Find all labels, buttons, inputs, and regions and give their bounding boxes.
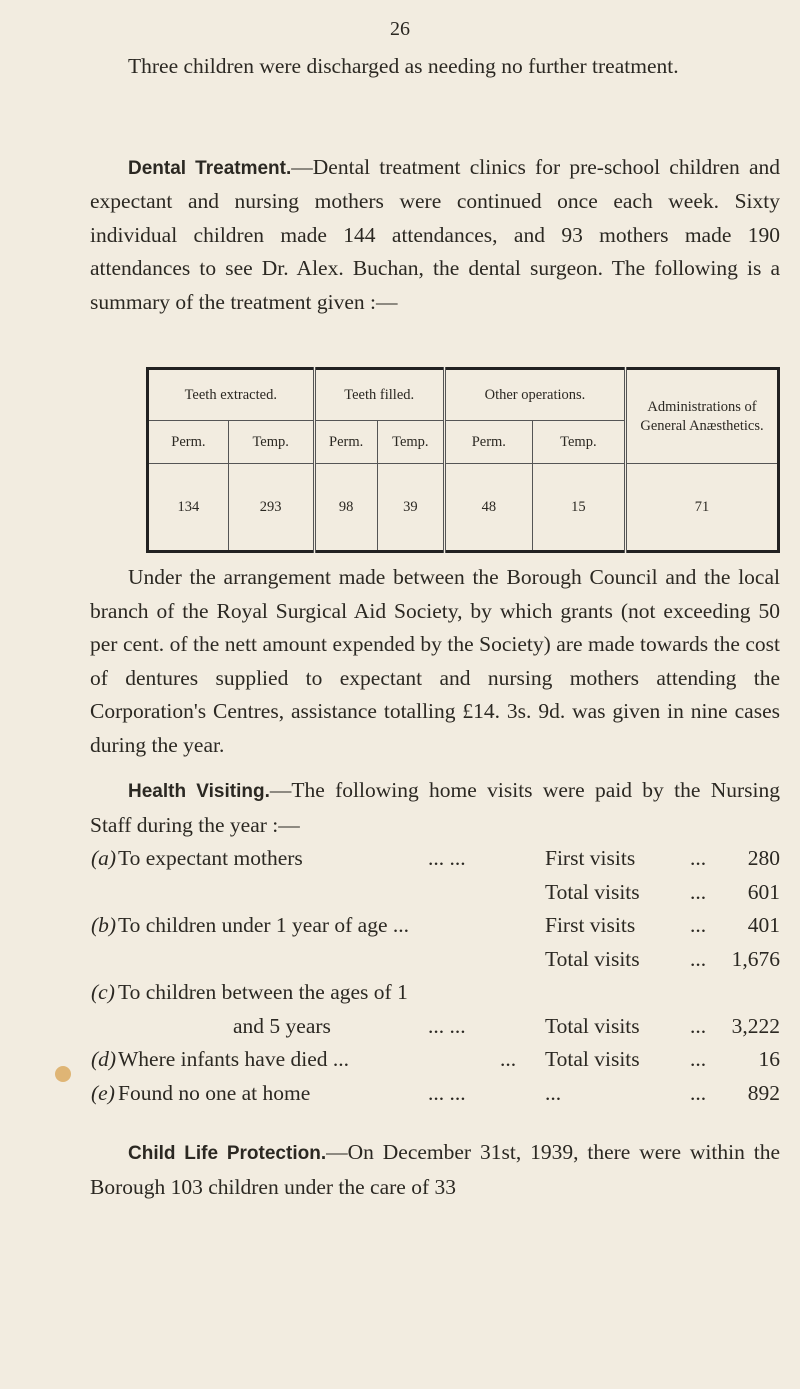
cell-value: 39	[377, 464, 444, 552]
visit-kind: ...	[545, 1080, 562, 1105]
visit-label: and 5 years	[233, 1013, 331, 1038]
intro-paragraph	[90, 50, 780, 84]
visit-value: 1,676	[731, 946, 780, 971]
cell-value: 15	[532, 464, 625, 552]
visit-letter: (b)	[91, 913, 117, 937]
child-life-heading: Child Life Protection.	[128, 1143, 327, 1164]
visit-dots: ...	[690, 946, 707, 971]
visit-letter: (e)	[91, 1080, 115, 1105]
intro-text: Three children were discharged as needing no further treatment.	[128, 54, 679, 78]
visit-kind: Total visits	[545, 1047, 640, 1071]
visit-dots: ...	[690, 913, 707, 937]
visit-letter: (c)	[91, 980, 115, 1004]
visit-leader-dots: ... ...	[428, 1080, 466, 1105]
health-text: —The following home visits were paid by the Nursing Staff during the year :—	[90, 778, 780, 837]
visit-leader-dots: ...	[500, 1047, 517, 1071]
visit-dots: ...	[690, 879, 707, 904]
visit-dots: ...	[690, 1080, 707, 1105]
cell-value: 98	[314, 464, 377, 552]
visit-row	[90, 1043, 780, 1077]
header-other-operations: Other operations.	[444, 369, 625, 421]
visit-dots: ...	[690, 846, 707, 870]
visit-kind: First visits	[545, 846, 636, 870]
header-perm: Perm.	[444, 421, 532, 464]
visit-letter: (a)	[91, 846, 117, 870]
visit-dots: ...	[690, 1013, 707, 1038]
stain-mark	[55, 1066, 71, 1082]
header-teeth-extracted: Teeth extracted.	[148, 369, 315, 421]
page-body	[90, 50, 780, 1204]
visit-row	[90, 876, 780, 910]
visit-leader-dots: ... ...	[428, 846, 466, 870]
visit-kind: Total visits	[545, 879, 640, 904]
visit-row	[90, 976, 780, 1010]
visit-label: To expectant mothers	[118, 846, 303, 870]
dental-heading: Dental Treatment.	[128, 157, 292, 179]
visit-dots: ...	[690, 1047, 707, 1071]
header-perm: Perm.	[314, 421, 377, 464]
page-number: 26	[390, 18, 410, 40]
health-heading: Health Visiting.	[128, 781, 270, 802]
header-temp: Temp.	[228, 421, 314, 464]
visit-row	[90, 842, 780, 876]
dental-paragraph	[90, 151, 780, 320]
header-teeth-filled: Teeth filled.	[314, 369, 444, 421]
visit-value: 892	[747, 1080, 780, 1105]
visit-label: Where infants have died ...	[118, 1047, 350, 1071]
arrangement-paragraph	[90, 561, 780, 762]
cell-value: 293	[228, 464, 314, 552]
arrangement-text: Under the arrangement made between the Borough Council and the local branch of the Royal Surgical Aid Society, by which grants (not exceeding 50 per cent. of the nett amount expended by the Society) are made towards the cost of dentures supplied to expectant and nursing mothers attending the Corporation's Centres, assistance totalling £14. 3s. 9d. was given in nine cases during the year.	[90, 565, 780, 757]
visit-value: 280	[747, 846, 780, 870]
dental-treatment-table	[146, 367, 780, 553]
header-temp: Temp.	[532, 421, 625, 464]
visit-kind: Total visits	[545, 1013, 640, 1038]
visit-row	[90, 1077, 780, 1111]
cell-value: 71	[626, 464, 779, 552]
cell-value: 48	[444, 464, 532, 552]
header-anaesthetics: Administrations of General Anæsthetics.	[626, 369, 779, 464]
visit-value: 16	[758, 1047, 780, 1071]
child-life-text: —On December 31st, 1939, there were within the Borough 103 children under the care of 33	[90, 1140, 780, 1199]
header-temp: Temp.	[377, 421, 444, 464]
visit-value: 601	[747, 879, 780, 904]
visit-row	[90, 909, 780, 943]
visit-label: To children under 1 year of age ...	[118, 913, 410, 937]
dental-text: —Dental treatment clinics for pre-school children and expectant and nursing mothers were continued once each week. Sixty individual children made 144 attendances, and 93 mothers made 190 attendances to see Dr. Alex. Buchan, the dental surgeon. The following is a summary of the treatment given :—	[90, 154, 780, 314]
visit-label: To children between the ages of 1	[118, 980, 408, 1004]
visit-letter: (d)	[91, 1047, 117, 1071]
visit-label: Found no one at home	[118, 1080, 311, 1105]
visit-leader-dots: ... ...	[428, 1013, 466, 1038]
health-paragraph	[90, 774, 780, 842]
visit-row	[90, 1010, 780, 1044]
visit-kind: Total visits	[545, 946, 640, 971]
visit-kind: First visits	[545, 913, 636, 937]
header-perm: Perm.	[148, 421, 229, 464]
visits-list	[90, 842, 780, 1110]
child-life-paragraph	[90, 1136, 780, 1204]
cell-value: 134	[148, 464, 229, 552]
visit-value: 3,222	[731, 1013, 780, 1038]
visit-value: 401	[747, 913, 780, 937]
visit-row	[90, 943, 780, 977]
